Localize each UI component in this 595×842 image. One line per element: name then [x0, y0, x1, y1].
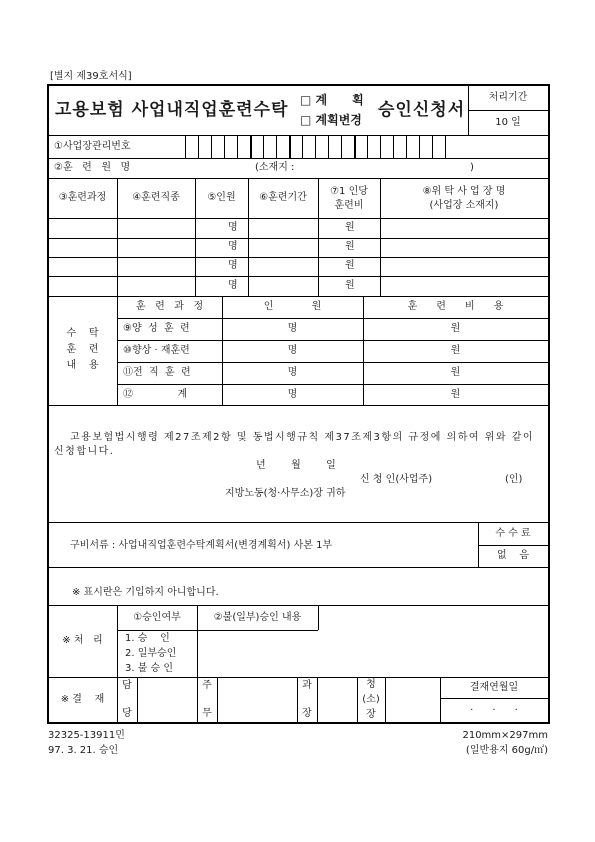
column-header-occupation: ④훈련직종 — [132, 192, 180, 203]
column-line — [318, 178, 319, 296]
column-line — [195, 178, 196, 296]
office-head-role-bottom: 장 — [366, 709, 376, 720]
digit-box-divider — [341, 135, 342, 158]
digit-box-divider — [250, 135, 252, 158]
approval-date-label: 결재연월일 — [469, 682, 519, 693]
content-course: ⑩향상 · 재훈련 — [123, 345, 190, 356]
digit-box-divider — [393, 135, 394, 158]
row-line — [48, 218, 548, 219]
approval-date-value: · · · — [470, 705, 518, 716]
digit-box-divider — [276, 135, 277, 158]
digit-box-divider — [224, 135, 225, 158]
declaration-date: 년 월 일 — [256, 460, 336, 471]
column-header-period: ⑥훈련기간 — [259, 192, 307, 203]
cost-unit: 원 — [345, 241, 355, 252]
declaration-statement-end: 신청합니다. — [54, 446, 115, 457]
persons-unit: 명 — [228, 260, 238, 271]
applicant-label: 신 청 인(사업주) — [360, 474, 433, 485]
persons-unit: 명 — [228, 222, 238, 233]
column-header-cost-per-person: ⑦1 인당 훈련비 — [330, 186, 368, 211]
content-course: ⑨양 성 훈 련 — [123, 323, 190, 334]
row-line — [440, 698, 548, 699]
column-header-entrusting-workplace: ⑧위 탁 사 업 장 명 (사업장 소재지) — [422, 186, 506, 211]
content-header-course: 훈 련 과 정 — [135, 301, 204, 312]
content-course-total: ⑫ 계 — [123, 389, 188, 400]
office-head-role-top: 청 — [366, 679, 376, 690]
digit-box-divider — [354, 135, 356, 158]
column-line — [318, 605, 319, 630]
persons-unit: 명 — [287, 323, 298, 334]
column-header-persons: ⑤인원 — [207, 192, 236, 203]
row-line — [48, 238, 548, 239]
training-content-label: 수 탁 훈 련 내 용 — [66, 328, 99, 371]
fee-value: 없 음 — [496, 550, 530, 561]
staff-role-top: 담 — [122, 680, 132, 691]
section-head-role-top: 과 — [302, 680, 312, 691]
office-head-role-middle: (소) — [362, 694, 380, 705]
digit-box-divider — [406, 135, 407, 158]
persons-unit: 명 — [287, 345, 298, 356]
option-plan-change: □ 계획변경 — [300, 113, 362, 127]
digit-box-divider — [432, 135, 433, 158]
form-code: 32325-13911민 — [48, 730, 125, 741]
row-line — [48, 677, 548, 678]
location-label: (소재지 : — [255, 162, 295, 173]
persons-unit: 명 — [228, 241, 238, 252]
row-line — [48, 605, 548, 606]
form-approval-date: 97. 3. 21. 승인 — [48, 745, 119, 756]
row-line — [48, 276, 548, 277]
row-line — [48, 178, 548, 179]
rejection-reason-header: ②불(일부)승인 내용 — [213, 612, 302, 623]
column-line — [248, 178, 249, 296]
digit-box-divider — [263, 135, 264, 158]
fee-label: 수 수 료 — [495, 528, 531, 539]
row-line — [48, 135, 548, 136]
option-plan: □ 계 획 — [300, 93, 364, 107]
declaration-statement: 고용보험법시행령 제27조제2항 및 동법시행규칙 제37조제3항의 규정에 의하여 위와 같이 — [70, 432, 535, 443]
processing-period-value: 10 일 — [495, 117, 521, 128]
processing-label: ※ 처 리 — [62, 635, 103, 646]
digit-box-divider — [328, 135, 329, 158]
row-line — [117, 630, 318, 631]
approval-option: 2. 일부승인 — [125, 648, 177, 659]
column-line — [385, 677, 386, 722]
content-header-persons: 인 원 — [263, 301, 322, 312]
approval-status-header: ①승인여부 — [133, 612, 181, 623]
cost-unit: 원 — [450, 367, 461, 378]
digit-box-divider — [198, 135, 199, 158]
paper-size: 210mm×297mm — [462, 730, 548, 741]
office-use-note: ※ 표시란은 기입하지 아니합니다. — [72, 587, 219, 598]
row-line — [117, 340, 548, 341]
chief-role-top: 주 — [202, 680, 212, 691]
digit-box-divider — [237, 135, 238, 158]
row-line — [48, 296, 548, 297]
column-line — [380, 178, 381, 296]
digit-box-divider — [445, 135, 446, 158]
row-line — [117, 362, 548, 363]
seal-mark: (인) — [505, 474, 523, 485]
row-line — [48, 405, 548, 406]
digit-box-divider — [315, 135, 316, 158]
cost-unit: 원 — [345, 260, 355, 271]
row-line — [117, 384, 548, 385]
row-line — [478, 545, 548, 546]
paper-type: (일반용지 60g/㎡) — [465, 745, 548, 756]
required-documents: 구비서류 : 사업내직업훈련수탁계획서(변경계획서) 사본 1부 — [70, 540, 333, 551]
processing-period-label: 처리기간 — [488, 92, 528, 103]
location-close: ) — [470, 162, 474, 173]
cost-unit: 원 — [345, 222, 355, 233]
digit-box-divider — [185, 135, 186, 158]
persons-unit: 명 — [228, 280, 238, 291]
persons-unit: 명 — [287, 389, 298, 400]
header-divider — [468, 110, 548, 111]
digit-box-divider — [380, 135, 381, 158]
section-head-role-bottom: 장 — [302, 708, 312, 719]
cost-unit: 원 — [345, 280, 355, 291]
addressee: 지방노동(청·사무소)장 귀하 — [225, 488, 346, 499]
persons-unit: 명 — [287, 367, 298, 378]
row-line — [117, 318, 548, 319]
column-line — [117, 178, 118, 296]
cost-unit: 원 — [450, 323, 461, 334]
staff-role-bottom: 당 — [122, 708, 132, 719]
business-no-label: ①사업장관리번호 — [54, 141, 131, 152]
digit-box-divider — [302, 135, 303, 158]
column-line — [137, 677, 138, 722]
content-header-cost: 훈 련 비 용 — [407, 301, 504, 312]
trainer-name-label: ②훈 련 원 명 — [54, 162, 131, 173]
approval-option: 3. 불 승 인 — [125, 663, 174, 674]
column-header-course: ③훈련과정 — [58, 192, 107, 203]
row-line — [48, 257, 548, 258]
digit-box-divider — [419, 135, 420, 158]
column-line — [317, 677, 318, 722]
row-line — [48, 158, 548, 159]
row-line — [48, 522, 548, 523]
approval-label: ※ 결 재 — [60, 694, 105, 705]
digit-box-divider — [367, 135, 368, 158]
form-frame — [47, 84, 550, 724]
cost-unit: 원 — [450, 389, 461, 400]
form-title-suffix: 승인신청서 — [378, 100, 466, 120]
cost-unit: 원 — [450, 345, 461, 356]
row-line — [48, 567, 548, 568]
content-course: ⑪전 직 훈 련 — [123, 367, 191, 378]
approval-option: 1. 승 인 — [125, 633, 170, 644]
digit-box-divider — [211, 135, 212, 158]
column-line — [217, 677, 218, 722]
form-title: 고용보험 사업내직업훈련수탁 — [55, 100, 289, 120]
digit-box-divider — [289, 135, 291, 158]
chief-role-bottom: 무 — [202, 708, 212, 719]
form-number: [별지 제39호서식] — [50, 71, 132, 82]
